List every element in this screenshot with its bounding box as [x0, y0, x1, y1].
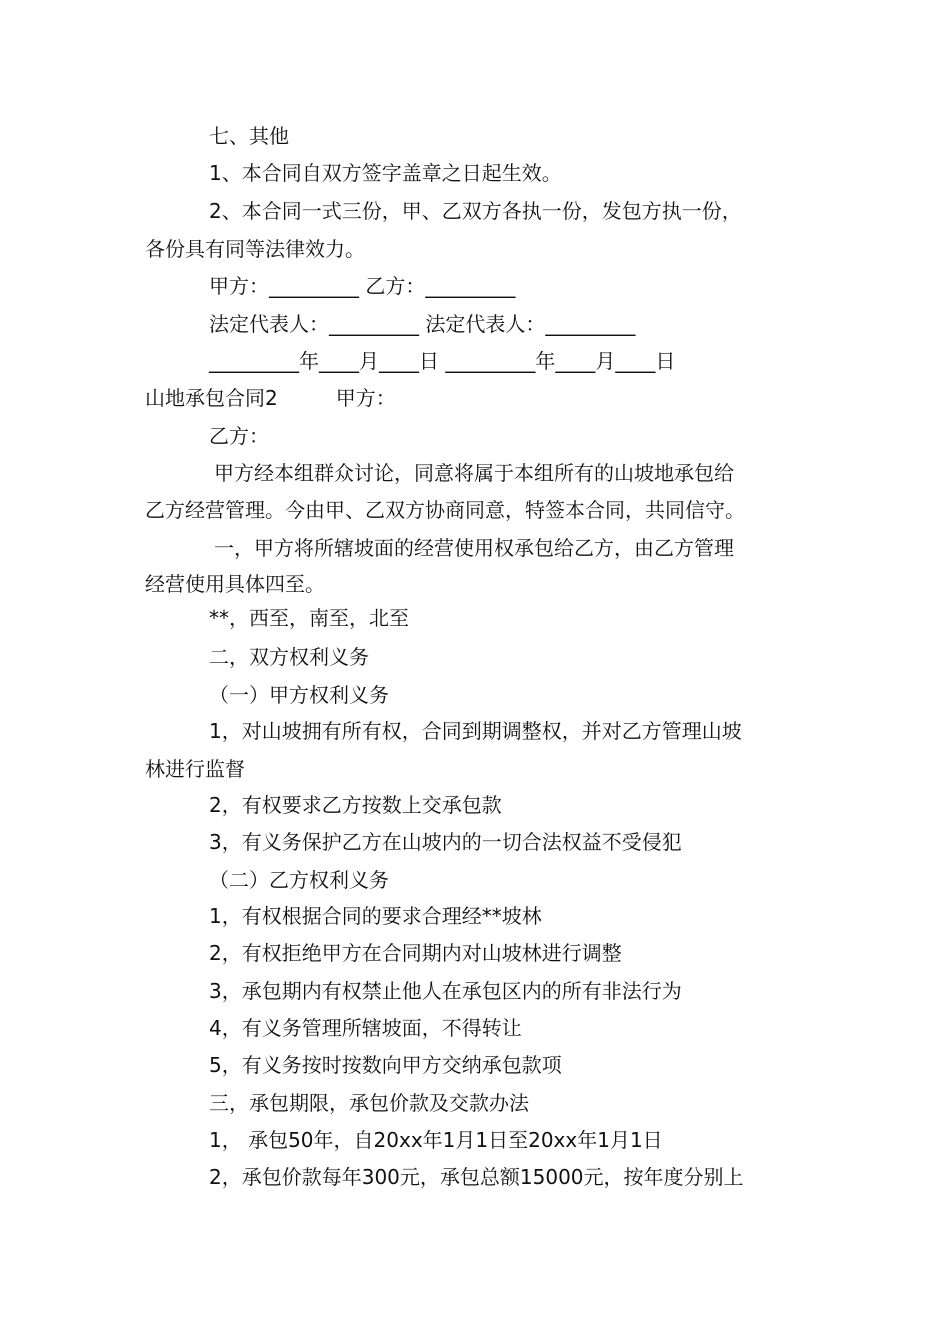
- party-a-item-2: 2，有权要求乙方按数上交承包款: [209, 793, 502, 817]
- party-a-item-1: 1，对山坡拥有所有权，合同到期调整权，并对乙方管理山坡: [209, 719, 742, 743]
- clause-effective: 1、本合同自双方签字盖章之日起生效。: [209, 161, 562, 185]
- party-b-item-5: 5，有义务按时按数向甲方交纳承包款项: [209, 1053, 562, 1077]
- party-b-item-1: 1，有权根据合同的要求合理经**坡林: [209, 904, 542, 928]
- party-a-item-3: 3，有义务保护乙方在山坡内的一切合法权益不受侵犯: [209, 830, 682, 854]
- clause-copies: 2、本合同一式三份，甲、乙双方各执一份，发包方执一份，: [209, 199, 742, 223]
- preamble-cont: 乙方经营管理。今由甲、乙双方协商同意，特签本合同，共同信守。: [145, 498, 745, 522]
- party-b-rights-heading: （二）乙方权利义务: [209, 868, 389, 892]
- party-b-item-4: 4，有义务管理所辖坡面，不得转让: [209, 1016, 522, 1040]
- clause-copies-cont: 各份具有同等法律效力。: [145, 237, 365, 261]
- article-one: 一，甲方将所辖坡面的经营使用权承包给乙方，由乙方管理: [214, 536, 734, 560]
- section-heading-other: 七、其他: [209, 124, 289, 148]
- preamble: 甲方经本组群众讨论，同意将属于本组所有的山坡地承包给: [214, 461, 734, 485]
- signature-dates: _________年____月____日 _________年____月____日: [209, 349, 676, 373]
- term-item-1: 1， 承包50年，自20xx年1月1日至20xx年1月1日: [209, 1128, 663, 1152]
- party-a-item-1-cont: 林进行监督: [145, 757, 245, 781]
- party-a-rights-heading: （一）甲方权利义务: [209, 683, 389, 707]
- signature-parties: 甲方：_________ 乙方：_________: [209, 274, 516, 298]
- contract-title: 山地承包合同2: [145, 386, 278, 410]
- article-two-heading: 二，双方权利义务: [209, 645, 369, 669]
- article-three-heading: 三，承包期限，承包价款及交款办法: [209, 1091, 529, 1115]
- party-b-item-3: 3，承包期内有权禁止他人在承包区内的所有非法行为: [209, 979, 682, 1003]
- party-a-label: 甲方：: [335, 386, 396, 410]
- contract-title-line: [145, 384, 396, 412]
- boundaries: **，西至，南至，北至: [209, 606, 409, 630]
- party-b-item-2: 2，有权拒绝甲方在合同期内对山坡林进行调整: [209, 941, 622, 965]
- party-b-label: 乙方：: [209, 424, 269, 448]
- term-item-2: 2，承包价款每年300元，承包总额15000元，按年度分别上: [209, 1165, 744, 1189]
- signature-representatives: 法定代表人：_________ 法定代表人：_________: [209, 312, 636, 336]
- article-one-cont: 经营使用具体四至。: [145, 572, 325, 596]
